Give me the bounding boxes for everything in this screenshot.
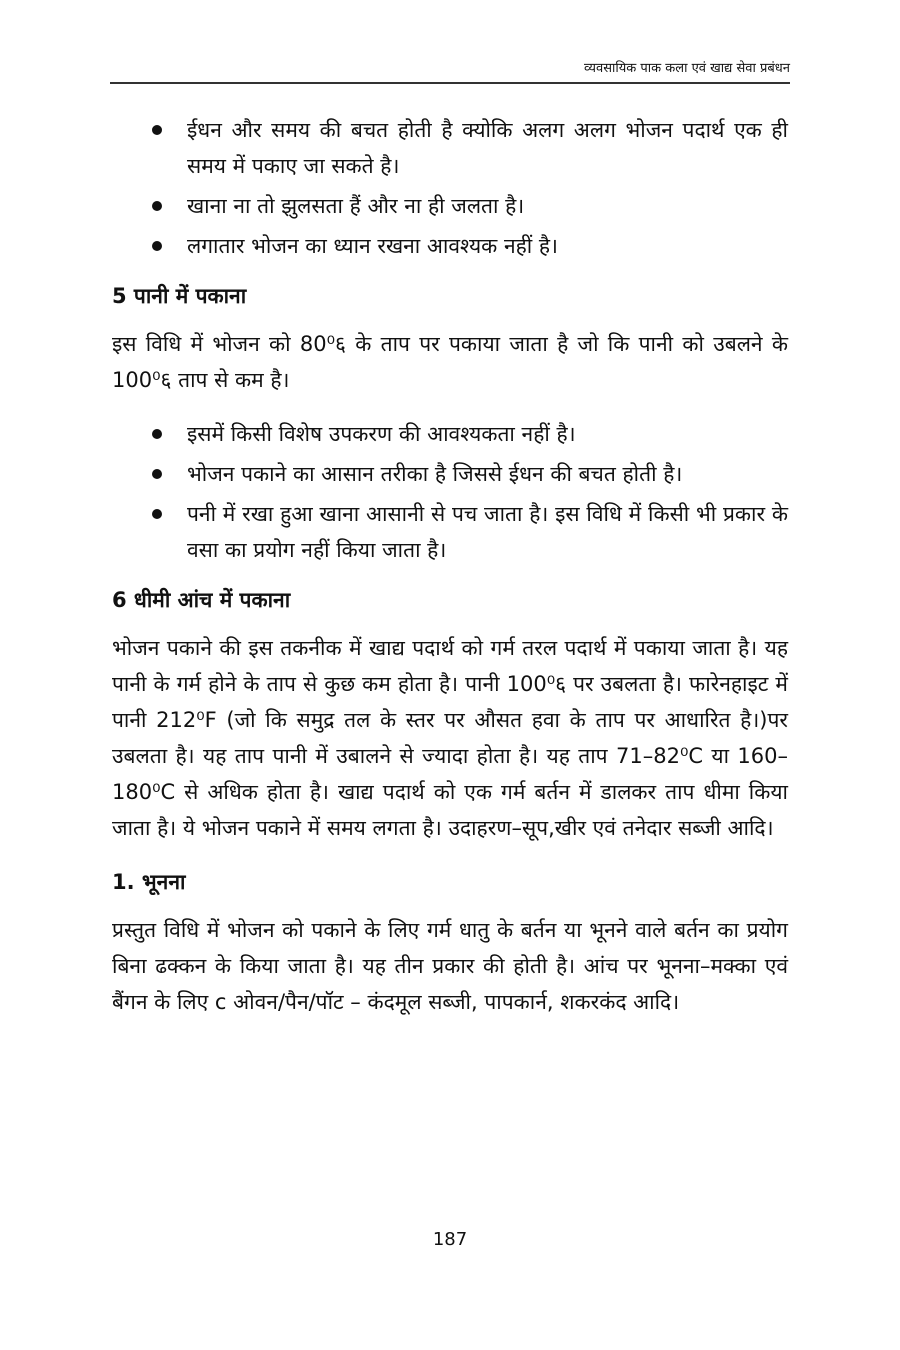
list-item [112,496,788,568]
list-item [112,416,788,452]
water-cooking-bullet-list [112,416,788,568]
section-heading-water-cooking: 5 पानी में पकाना [112,284,247,308]
bullet-icon [152,509,162,519]
section-paragraph-water-cooking: इस विधि में भोजन को 80⁰६ के ताप पर पकाया जाता है जो कि पानी को उबलने के 100⁰६ ताप से कम है। [112,332,788,392]
page-number: 187 [432,1229,468,1250]
page-body [112,112,788,1038]
list-item [112,188,788,224]
list-item-text: लगातार भोजन का ध्यान रखना आवश्यक नहीं है। [187,234,558,258]
section-heading-roasting: 1. भूनना [112,870,186,894]
bullet-icon [152,201,162,211]
list-item-text: पनी में रखा हुआ खाना आसानी से पच जाता है। इस विधि में किसी भी प्रकार के वसा का प्रयोग नहीं किया जाता है। [187,502,788,562]
list-item [112,456,788,492]
bullet-icon [152,241,162,251]
bullet-icon [152,429,162,439]
list-item-text: ईधन और समय की बचत होती है क्योकि अलग अलग भोजन पदार्थ एक ही समय में पकाए जा सकते है। [187,118,788,178]
running-header-title: व्यवसायिक पाक कला एवं खाद्य सेवा प्रबंधन [584,61,790,76]
bullet-icon [152,125,162,135]
bullet-icon [152,469,162,479]
section-heading-slow-cooking: 6 धीमी आंच में पकाना [112,588,291,612]
list-item [112,112,788,184]
section-paragraph-slow-cooking: भोजन पकाने की इस तकनीक में खाद्य पदार्थ को गर्म तरल पदार्थ में पकाया जाता है। यह पानी के गर्म होने के ताप से कुछ कम होता है। पानी 100⁰६ पर उबलता है। फारेनहाइट में पानी 212⁰F (जो कि समुद्र तल के स्तर पर औसत हवा के ताप पर आधारित है।)पर उबलता है। यह ताप पानी में उबालने से ज्यादा होता है। यह ताप 71–82⁰C या 160–180⁰C से अधिक होता है। खाद्य पदार्थ को एक गर्म बर्तन में डालकर ताप धीमा किया जाता है। ये भोजन पकाने में समय लगता है। उदाहरण–सूप,खीर एवं तनेदार सब्जी आदि। [112,636,788,840]
list-item-text: भोजन पकाने का आसान तरीका है जिससे ईधन की बचत होती है। [187,462,683,486]
section-paragraph-roasting: प्रस्तुत विधि में भोजन को पकाने के लिए गर्म धातु के बर्तन या भूनने वाले बर्तन का प्रयोग बिना ढक्कन के किया जाता है। यह तीन प्रकार की होती है। आंच पर भूनना–मक्का एवं बैंगन के लिए c ओवन/पैन/पॉट – कंदमूल सब्जी, पापकार्न, शकरकंद आदि। [112,918,788,1014]
intro-bullet-list [112,112,788,264]
list-item-text: खाना ना तो झुलसता हैं और ना ही जलता है। [187,194,525,218]
running-header [110,56,790,84]
list-item [112,228,788,264]
list-item-text: इसमें किसी विशेष उपकरण की आवश्यकता नहीं है। [187,422,576,446]
